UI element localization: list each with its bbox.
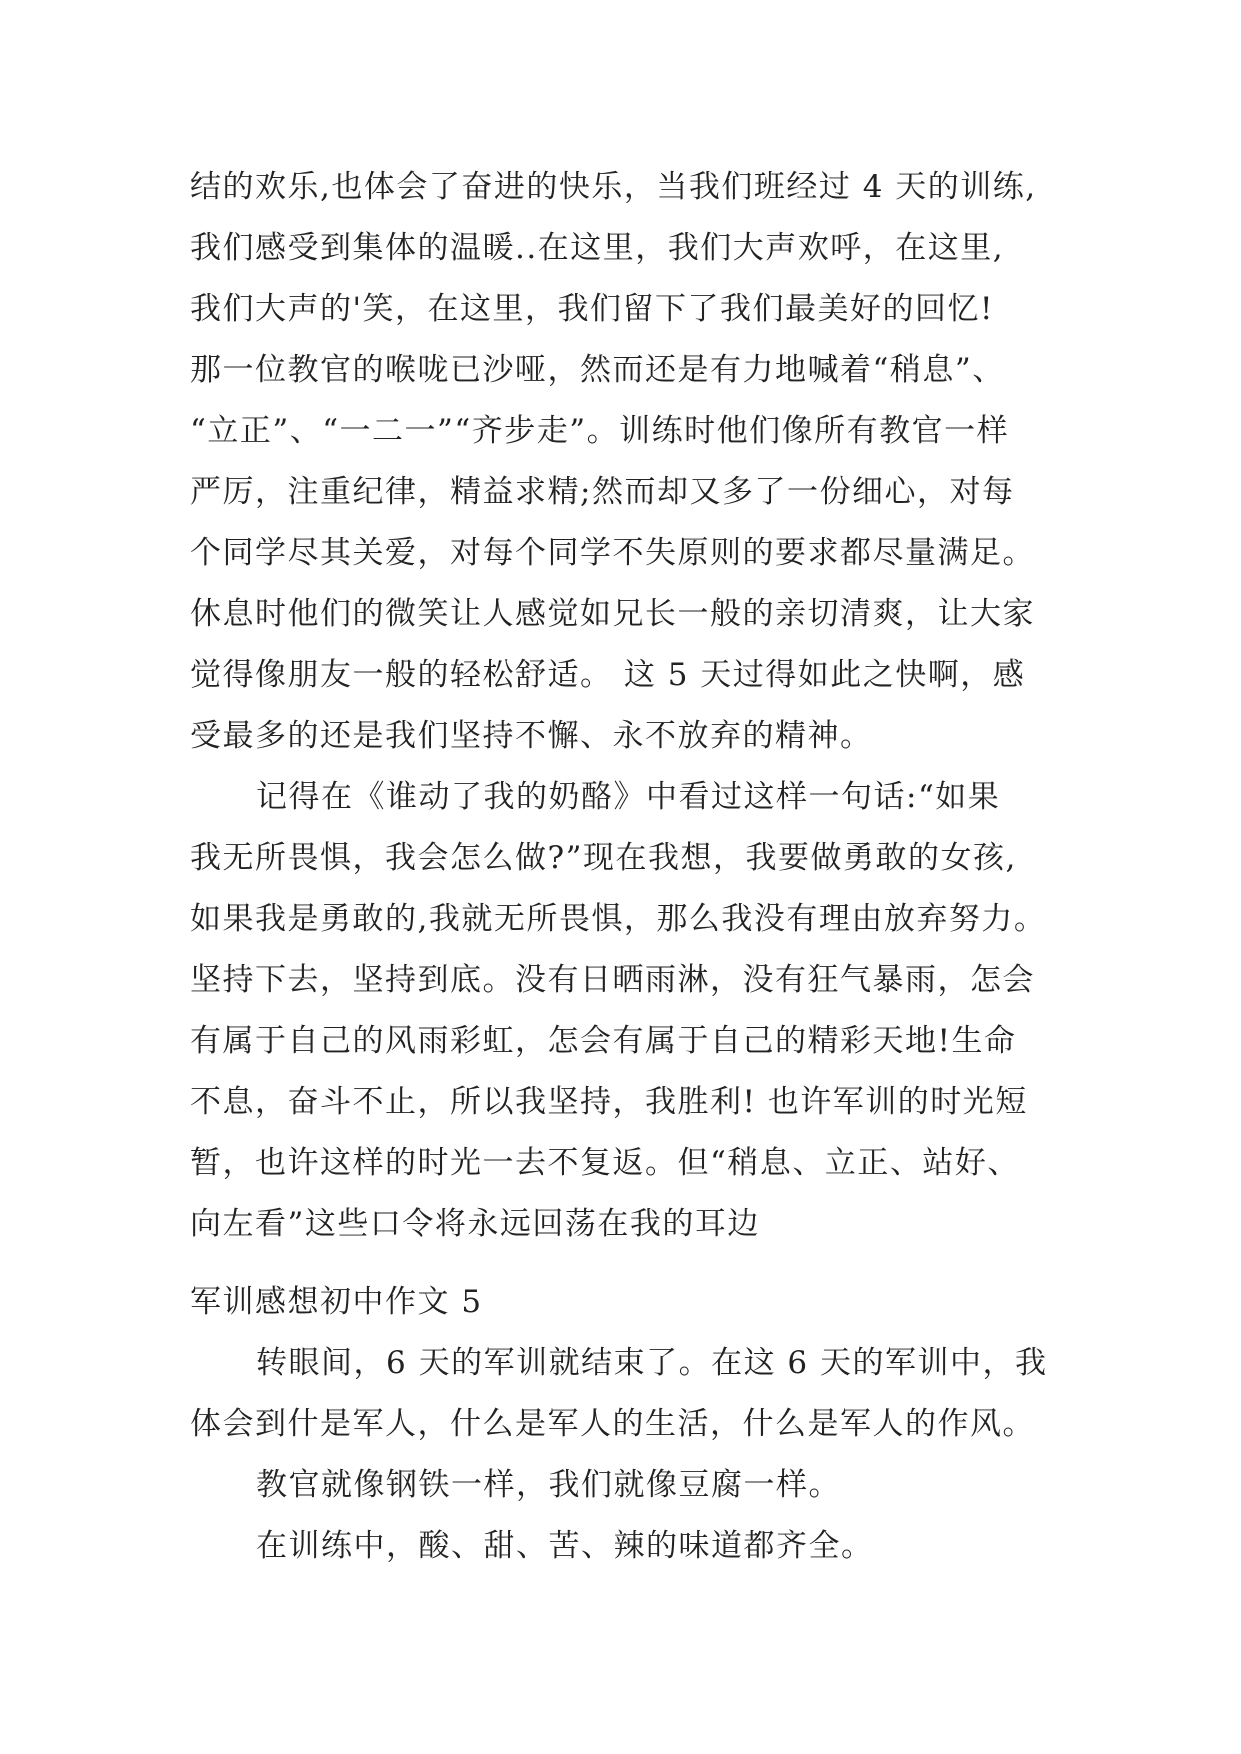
text-line: 我无所畏惧，我会怎么做?”现在我想，我要做勇敢的女孩, [190,840,1017,876]
text-line: 我们大声的'笑，在这里，我们留下了我们最美好的回忆! [190,291,994,327]
text-line: 向左看”这些口令将永远回荡在我的耳边 [190,1206,760,1242]
essay-body-top [190,157,1070,1255]
text-line: 转眼间，6 天的军训就结束了。在这 6 天的军训中，我 [256,1345,1048,1381]
text-line: 结的欢乐,也体会了奋进的快乐，当我们班经过 4 天的训练, [190,169,1037,205]
text-line: 严厉，注重纪律，精益求精;然而却又多了一份细心，对每 [190,474,1015,510]
paragraph [190,157,1070,767]
text-line: “立正”、“一二一”“齐步走”。训练时他们像所有教官一样 [190,413,1010,449]
text-line: 体会到什是军人，什么是军人的生活，什么是军人的作风。 [190,1406,1035,1442]
text-line: 如果我是勇敢的,我就无所畏惧，那么我没有理由放弃努力。 [190,901,1047,937]
text-line: 暂，也许这样的时光一去不复返。但“稍息、立正、站好、 [190,1145,1020,1181]
paragraph [190,767,1070,1255]
text-line: 有属于自己的风雨彩虹，怎会有属于自己的精彩天地!生命 [190,1023,1017,1059]
essay-body-bottom [190,1272,1070,1577]
text-line: 受最多的还是我们坚持不懈、永不放弃的精神。 [190,718,873,754]
text-line: 觉得像朋友一般的轻松舒适。 这 5 天过得如此之快啊，感 [190,657,1026,693]
paragraph: 在训练中，酸、甜、苦、辣的味道都齐全。 [256,1528,874,1564]
text-line: 坚持下去，坚持到底。没有日晒雨淋，没有狂气暴雨，怎会 [190,962,1035,998]
text-line: 个同学尽其关爱，对每个同学不失原则的要求都尽量满足。 [190,535,1035,571]
text-line: 休息时他们的微笑让人感觉如兄长一般的亲切清爽，让大家 [190,596,1035,632]
text-line: 不息，奋斗不止，所以我坚持，我胜利! 也许军训的时光短 [190,1084,1028,1120]
paragraph: 教官就像钢铁一样，我们就像豆腐一样。 [256,1467,841,1503]
section-heading: 军训感想初中作文 5 [190,1284,483,1320]
text-line: 记得在《谁动了我的奶酪》中看过这样一句话:“如果 [256,779,1001,815]
paragraph [190,1333,1070,1455]
text-line: 我们感受到集体的温暖..在这里，我们大声欢呼，在这里, [190,230,1005,266]
text-line: 那一位教官的喉咙已沙哑，然而还是有力地喊着“稍息”、 [190,352,1005,388]
